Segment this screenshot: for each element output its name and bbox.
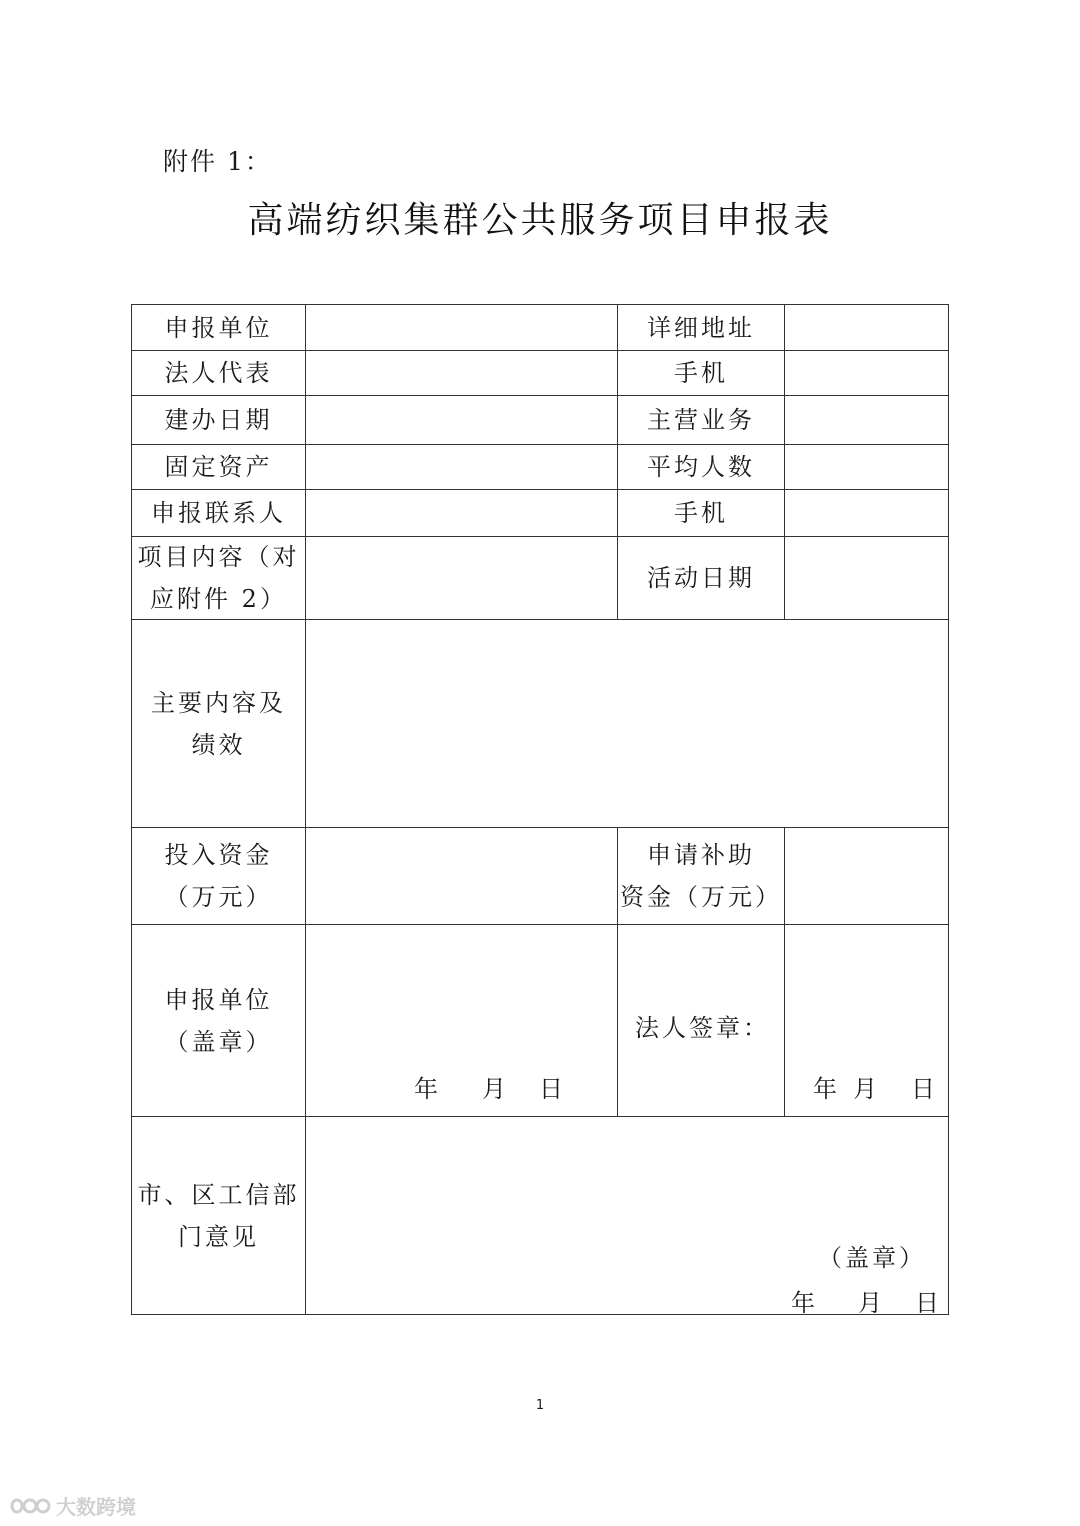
opinion-date-day: 日	[915, 1289, 942, 1317]
label-subsidy-line2: 资金（万元）	[620, 883, 782, 911]
label-legal-rep: 法人代表	[164, 359, 273, 387]
page-number: 1	[535, 1398, 545, 1413]
unit-date-month: 月	[482, 1075, 509, 1103]
label-contact-mobile: 手机	[674, 499, 728, 527]
label-seal-unit-line2: （盖章）	[164, 1027, 273, 1056]
label-opinion	[132, 1117, 305, 1314]
main-content-field[interactable]	[306, 620, 948, 827]
contact-mobile-field[interactable]	[785, 490, 948, 536]
project-content-field[interactable]	[306, 537, 617, 619]
address-field[interactable]	[785, 305, 948, 350]
investment-field[interactable]	[306, 828, 617, 924]
label-mobile: 手机	[674, 359, 728, 387]
attachment-label: 附件 1：	[163, 147, 272, 176]
unit-date-year: 年	[414, 1075, 441, 1103]
label-main-content	[132, 620, 305, 827]
opinion-seal-label: （盖章）	[818, 1244, 926, 1272]
label-activity-date: 活动日期	[647, 564, 755, 592]
label-avg-headcount: 平均人数	[647, 453, 755, 481]
opinion-date-month: 月	[858, 1289, 885, 1317]
mobile-field[interactable]	[785, 351, 948, 395]
watermark	[8, 1491, 136, 1520]
label-main-content-line1: 主要内容及	[151, 688, 286, 717]
founded-date-field[interactable]	[306, 396, 617, 444]
label-founded-date: 建办日期	[164, 406, 273, 434]
label-fixed-assets: 固定资产	[164, 453, 273, 481]
label-contact-person: 申报联系人	[151, 499, 286, 527]
watermark-text: 大数跨境	[56, 1495, 136, 1519]
applicant-unit-field[interactable]	[306, 305, 617, 350]
label-investment-line2: （万元）	[164, 883, 273, 911]
main-business-field[interactable]	[785, 396, 948, 444]
opinion-date-year: 年	[791, 1289, 818, 1317]
activity-date-field[interactable]	[785, 537, 948, 619]
label-opinion-line2: 门意见	[178, 1222, 259, 1251]
label-investment-line1: 投入资金	[164, 841, 273, 869]
label-project-content-line1: 项目内容（对	[137, 543, 300, 571]
watermark-logo-icon	[8, 1494, 52, 1518]
legal-rep-field[interactable]	[306, 351, 617, 395]
avg-headcount-field[interactable]	[785, 445, 948, 489]
label-subsidy	[618, 828, 784, 924]
label-seal-unit-line1: 申报单位	[164, 985, 273, 1014]
label-project-content-line2: 应附件 2）	[150, 585, 287, 613]
fixed-assets-field[interactable]	[306, 445, 617, 489]
unit-date-day: 日	[539, 1075, 566, 1103]
label-subsidy-line1: 申请补助	[647, 841, 755, 869]
legal-date-month: 月	[853, 1075, 880, 1103]
label-main-content-line2: 绩效	[191, 730, 246, 759]
label-applicant-unit: 申报单位	[164, 313, 273, 342]
label-address: 详细地址	[647, 313, 755, 342]
label-seal-unit	[132, 925, 305, 1116]
label-project-content	[132, 537, 305, 619]
legal-sign-label: 法人签章：	[635, 1014, 770, 1042]
label-investment	[132, 828, 305, 924]
legal-date-day: 日	[911, 1075, 938, 1103]
form-title: 高端纺织集群公共服务项目申报表	[247, 200, 833, 241]
application-form-table	[131, 304, 949, 1315]
contact-person-field[interactable]	[306, 490, 617, 536]
legal-date-year: 年	[813, 1075, 840, 1103]
label-main-business: 主营业务	[647, 406, 755, 434]
subsidy-field[interactable]	[785, 828, 948, 924]
label-opinion-line1: 市、区工信部	[137, 1180, 300, 1209]
